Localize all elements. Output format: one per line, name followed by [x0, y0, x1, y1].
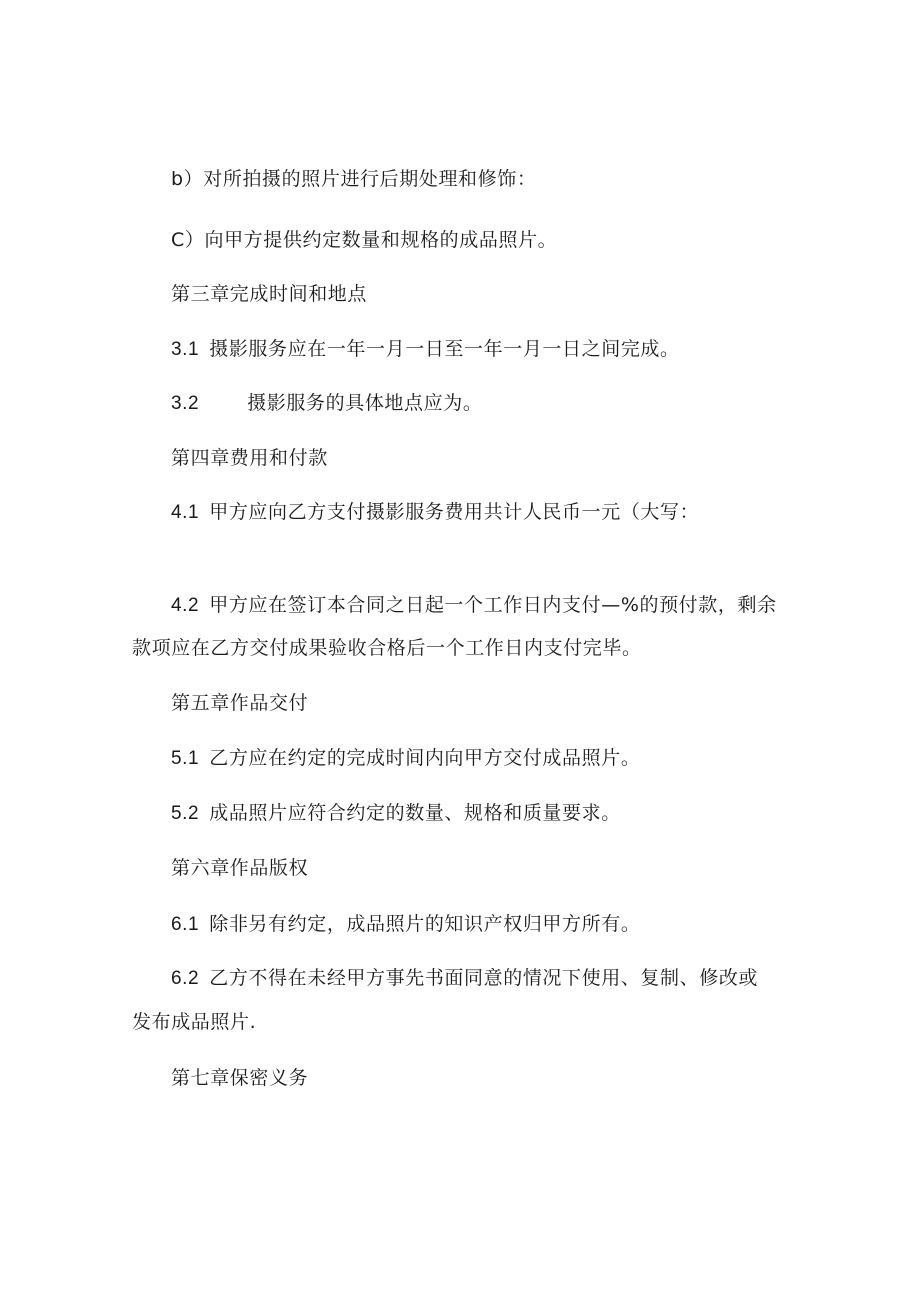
clause-number: 6.1: [171, 914, 200, 935]
clause-6-2: [171, 966, 758, 991]
chapter-5-heading: [171, 691, 308, 715]
chapter-4-heading: [171, 446, 328, 470]
chapter-7-heading: [171, 1066, 308, 1090]
clause-5-2: [171, 801, 621, 826]
clause-text: 成品照片应符合约定的数量、规格和质量要求。: [209, 802, 621, 824]
clause-c: [171, 228, 557, 252]
clause-text: 乙方应在约定的完成时间内向甲方交付成品照片。: [209, 747, 641, 769]
clause-text: 乙方不得在未经甲方事先书面同意的情况下使用、复制、修改或: [209, 967, 759, 989]
clause-text: 发布成品照片.: [132, 1011, 257, 1033]
chapter-title: 第四章费用和付款: [171, 447, 328, 469]
clause-4-2-continued: [132, 636, 642, 660]
chapter-title: 第六章作品版权: [171, 857, 309, 879]
clause-3-2: [171, 391, 482, 416]
clause-number: 5.1: [171, 748, 200, 769]
clause-number: 4.1: [171, 502, 200, 523]
clause-number: 4.2: [171, 595, 200, 616]
clause-4-2: [171, 593, 777, 618]
clause-b: [171, 167, 536, 191]
clause-6-2-continued: [132, 1010, 256, 1034]
clause-number: 3.1: [171, 339, 200, 360]
clause-4-1: [171, 500, 699, 525]
clause-text: 款项应在乙方交付成果验收合格后一个工作日内支付完毕。: [132, 637, 642, 659]
clause-text: 摄影服务的具体地点应为。: [247, 392, 483, 414]
clause-number: 5.2: [171, 803, 200, 824]
clause-text: 除非另有约定，成品照片的知识产权归甲方所有。: [209, 913, 641, 935]
chapter-title: 第五章作品交付: [171, 692, 309, 714]
clause-5-1: [171, 746, 640, 771]
clause-number: 6.2: [171, 968, 200, 989]
chapter-title: 第七章保密义务: [171, 1067, 309, 1089]
clause-text: 甲方应向乙方支付摄影服务费用共计人民币一元（大写：: [209, 501, 700, 523]
clause-text: 摄影服务应在一年一月一日至一年一月一日之间完成。: [209, 338, 680, 360]
clause-text: b）对所拍摄的照片进行后期处理和修饰：: [171, 168, 537, 190]
clause-number: 3.2: [171, 393, 200, 414]
clause-3-1: [171, 337, 680, 362]
clause-text: C）向甲方提供约定数量和规格的成品照片。: [171, 229, 558, 251]
chapter-title: 第三章完成时间和地点: [171, 283, 368, 305]
clause-text: 甲方应在签订本合同之日起一个工作日内支付—%的预付款，剩余: [209, 594, 777, 616]
clause-6-1: [171, 912, 640, 937]
chapter-6-heading: [171, 856, 308, 880]
chapter-3-heading: [171, 282, 367, 306]
